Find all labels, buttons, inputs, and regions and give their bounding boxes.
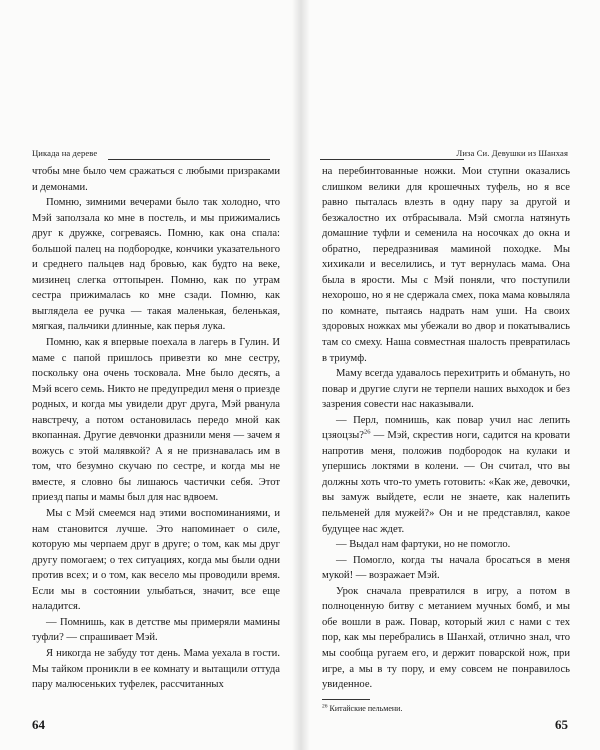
- paragraph: Я никогда не забуду тот день. Мама уехала в гости. Мы тайком проникли в ее комнату и вытащили оттуда пару малюсеньких туфелек, рассчитанных: [32, 647, 280, 691]
- paragraph: Маму всегда удавалось перехитрить и обмануть, но повар и другие слуги не терпели наших выходок и без зазрения совести нас наказывали.: [322, 368, 570, 411]
- paragraph: на перебинтованные ножки. Мои ступни оказались слишком велики для крошечных туфель, но я все равно пыталась влезть в одну пару за другой и безжалостно их отбрасывала. Мэй смогла натянуть домашние туфли и семенила на носочках до окна и обратно, передразнивая маминой походке. Мы хихикали и веселились, и тут вернулась мама. Она была в ярости. Мы с Мэй поняли, что поступили нехорошо, но я не сдержала смех, пока мама ковыляла по комнате, пытаясь надрать нам уши. На своих здоровых ножках мы убежали во двор и покатывались там со смеху. Наша совместная шалость превратилась в триумф.: [322, 166, 570, 364]
- paragraph: — Выдал нам фартуки, но не помогло.: [336, 539, 511, 551]
- body-text-left: [32, 164, 280, 693]
- header-rule-left: [108, 159, 270, 160]
- paragraph: чтобы мне было чем сражаться с любыми призраками и демонами.: [32, 166, 280, 193]
- page-number-right: 65: [555, 717, 568, 732]
- paragraph: [322, 413, 570, 537]
- footnote-text: Китайские пельмени.: [329, 704, 403, 713]
- header-rule-right: [320, 159, 464, 160]
- footnote: [322, 704, 402, 714]
- paragraph: Помню, зимними вечерами было так холодно, что Мэй заползала ко мне в постель, и мы прижимались друг к дружке, согреваясь. Помню, как она спала: большой палец на подбородке, кончики указательного и среднего пальцев над бровью, как будто на веке, мизинец слегка оттопырен. Помню, как по утрам сестра прижималась ко мне сзади. Помню, как выглядела ее ручка — такая маленькая, беленькая, мягкая, пальчики длинные, как перья лука.: [32, 197, 280, 333]
- dialogue-text: — Перл, помнишь, как повар учил нас лепить цзяоцзы?: [322, 414, 570, 442]
- footnote-rule: [322, 699, 370, 700]
- page-number-left: 64: [32, 717, 45, 732]
- dialogue-text: — Мэй, скрестив ноги, садится на кровати напротив меня, положив подбородок на кулаки и упершись локтями в колени. — Он считал, что вы должны хоть что-то уметь готовить: «Как же, девочки, вы замуж выйдете, если не знаете, как налепить пельменей для мужей?» Он и не представлял, какое будущее нас ждет.: [322, 430, 570, 535]
- paragraph: — Помогло, когда ты начала бросаться в меня мукой! — возражает Мэй.: [322, 554, 570, 582]
- paragraph: — Помнишь, как в детстве мы примеряли мамины туфли? — спрашивает Мэй.: [32, 616, 280, 644]
- right-page: [300, 0, 600, 750]
- paragraph: Урок сначала превратился в игру, а потом в полноценную битву с метанием мучных бомб, и мы обе вошли в раж. Повар, который жил с нами с тех пор, как мы перебрались в Шанхай, отлично знал, что мы сообща ругаем его, и держит поварской нож, при игре, а мы в ту пору, и ему совсем не понравилось увиденное.: [322, 585, 570, 691]
- paragraph: Мы с Мэй смеемся над этими воспоминаниями, и нам становится лучше. Это напоминает о силе, которую мы черпаем друг в друге; о том, как мы друг другу помогаем; о тех ситуациях, когда мы были одни против всех; и о том, как весело мы проводили время. Если мы в состоянии улыбаться, значит, все еще наладится.: [32, 508, 280, 613]
- running-head-left: Цикада на дереве: [32, 148, 98, 158]
- body-text-right: [322, 164, 570, 693]
- footnote-number: 26: [322, 703, 328, 710]
- paragraph: Помню, как я впервые поехала в лагерь в Гулин. И маме с папой пришлось привезти ко мне сестру, поскольку она очень тосковала. Мне было десять, а Мэй всего семь. Никто не предупредил меня о приезде родных, и когда мы увидели друг друга, Мэй рванула навстречу, а потом остановилась передо мной как вкопанная. Другие девчонки дразнили меня — зачем я вожусь с этой малявкой? А я не признавалась им в том, что безумно скучаю по сестре, и когда мы не вместе, я словно бы лишаюсь частички себя. Этот приезд папы и мамы был для нас вдвоем.: [32, 337, 280, 504]
- footnote-reference: 26: [363, 428, 371, 436]
- running-head-right: Лиза Си. Девушки из Шанхая: [456, 148, 568, 158]
